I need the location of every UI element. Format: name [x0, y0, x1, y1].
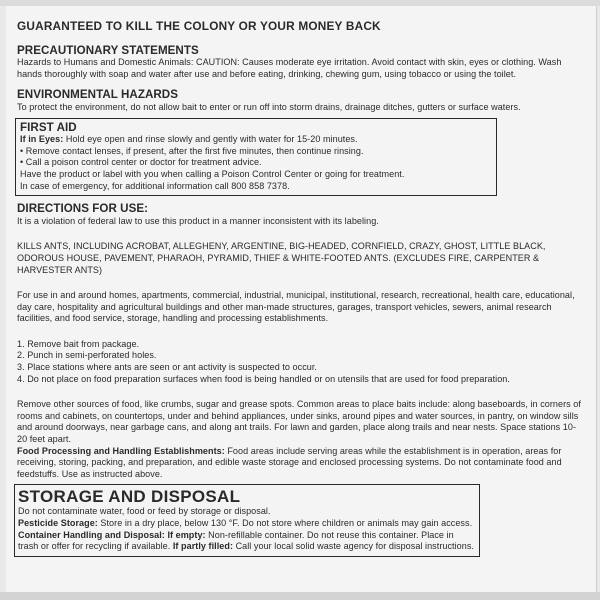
partly-text: Call your local solid waste agency for disposal instructions.	[233, 541, 474, 552]
pesticide-text: Store in a dry place, below 130 °F. Do not store where children or animals may gain access.	[97, 518, 473, 528]
partly-label: If partly filled:	[170, 541, 234, 552]
food-label: Food Processing and Handling Establishments:	[17, 445, 225, 456]
guarantee-headline: GUARANTEED TO KILL THE COLONY OR YOUR MONEY BACK	[17, 19, 381, 33]
directions-remove-other: Remove other sources of food, like crumbs, sugar and grease spots. Common areas to place baits include: along baseboards, in corners of rooms and cabinets, on countertops, under and behind appliances, under sinks, around pipes and water sources, in pantry, on window sills and around doorways, near garbage cans, and along ant trails. For lawn and garden, place along trails and near nests. Space stations 10-20 feet apart.	[17, 399, 581, 445]
eyes-label: If in Eyes:	[20, 134, 64, 145]
step-2: 2. Punch in semi-perforated holes.	[17, 350, 157, 361]
empty-label: If empty:	[164, 529, 206, 540]
environmental-text: To protect the environment, do not allow bait to enter or run off into storm drains, drainage ditches, gutters or surface waters.	[17, 101, 521, 112]
directions-kills: KILLS ANTS, INCLUDING ACROBAT, ALLEGHENY, ARGENTINE, BIG-HEADED, CORNFIELD, CRAZY, GHOST, LITTLE BLACK, ODOROUS HOUSE, PAVEMENT, PHARAOH, PYRAMID, THIEF & WHITE-FOOTED ANTS. (EXCLUDES FIRE, CARPENTER & HARVESTER ANTS)	[17, 241, 546, 275]
directions-use-in: For use in and around homes, apartments, commercial, industrial, municipal, institutional, research, recreational, health care, educational, day care, hospitality and agricultural buildings and other man-made structures, garages, transport vehicles, sewers, animal research facilities, and food service, storage, handling and processing establishments.	[17, 290, 575, 324]
environmental-heading: ENVIRONMENTAL HAZARDS	[17, 88, 179, 102]
first-aid-bullet-2: • Call a poison control center or doctor for treatment advice.	[20, 157, 262, 168]
empty-text: Non-refillable container. Do not reuse this container. Place in trash or offer for recycling if available.	[18, 529, 454, 552]
label-text	[17, 21, 583, 557]
precautionary-heading: PRECAUTIONARY STATEMENTS	[17, 43, 199, 57]
first-aid-box	[15, 118, 497, 197]
step-4: 4. Do not place on food preparation surfaces when food is being handled or on utensils that are used for food preparation.	[17, 373, 510, 384]
precautionary-text: Hazards to Humans and Domestic Animals: CAUTION: Causes moderate eye irritation. Avoid contact with skin, eyes or clothing. Wash hands thoroughly with soap and water after use and before eating, drinking, chewing gum, using tobacco or using the toilet.	[17, 57, 562, 79]
storage-heading: STORAGE AND DISPOSAL	[18, 487, 241, 507]
container-label: Container Handling and Disposal:	[18, 529, 165, 540]
directions-heading: DIRECTIONS FOR USE:	[17, 202, 149, 216]
first-aid-eyes	[20, 134, 492, 146]
directions-violation: It is a violation of federal law to use this product in a manner inconsistent with its labeling.	[17, 215, 379, 226]
first-aid-have-product: Have the product or label with you when calling a Poison Control Center or going for treatment.	[20, 168, 405, 179]
box-bottom-edge	[0, 592, 600, 600]
eyes-text: Hold eye open and rinse slowly and gently with water for 15-20 minutes.	[63, 134, 358, 145]
storage-container	[18, 530, 476, 553]
step-3: 3. Place stations where ants are seen or ant activity is suspected to occur.	[17, 362, 317, 373]
pesticide-label: Pesticide Storage:	[18, 518, 98, 528]
storage-pesticide	[18, 518, 476, 530]
first-aid-emergency: In case of emergency, for additional information call 800 858 7378.	[20, 180, 290, 191]
step-1: 1. Remove bait from package.	[17, 338, 140, 349]
food-text: Food areas include serving areas while the establishment is in operation, areas for receiving, storing, packing, and preparation, and edible waste storage and enclosed processing systems. Do not contaminate food and feedstuffs. Use as instructed above.	[17, 445, 562, 479]
first-aid-heading: FIRST AID	[20, 120, 77, 134]
storage-box	[14, 484, 480, 556]
directions-food-processing	[17, 446, 583, 481]
storage-line-1: Do not contaminate water, food or feed by storage or disposal.	[18, 506, 271, 517]
first-aid-bullet-1: • Remove contact lenses, if present, after the first five minutes, then continue rinsing.	[20, 145, 364, 156]
